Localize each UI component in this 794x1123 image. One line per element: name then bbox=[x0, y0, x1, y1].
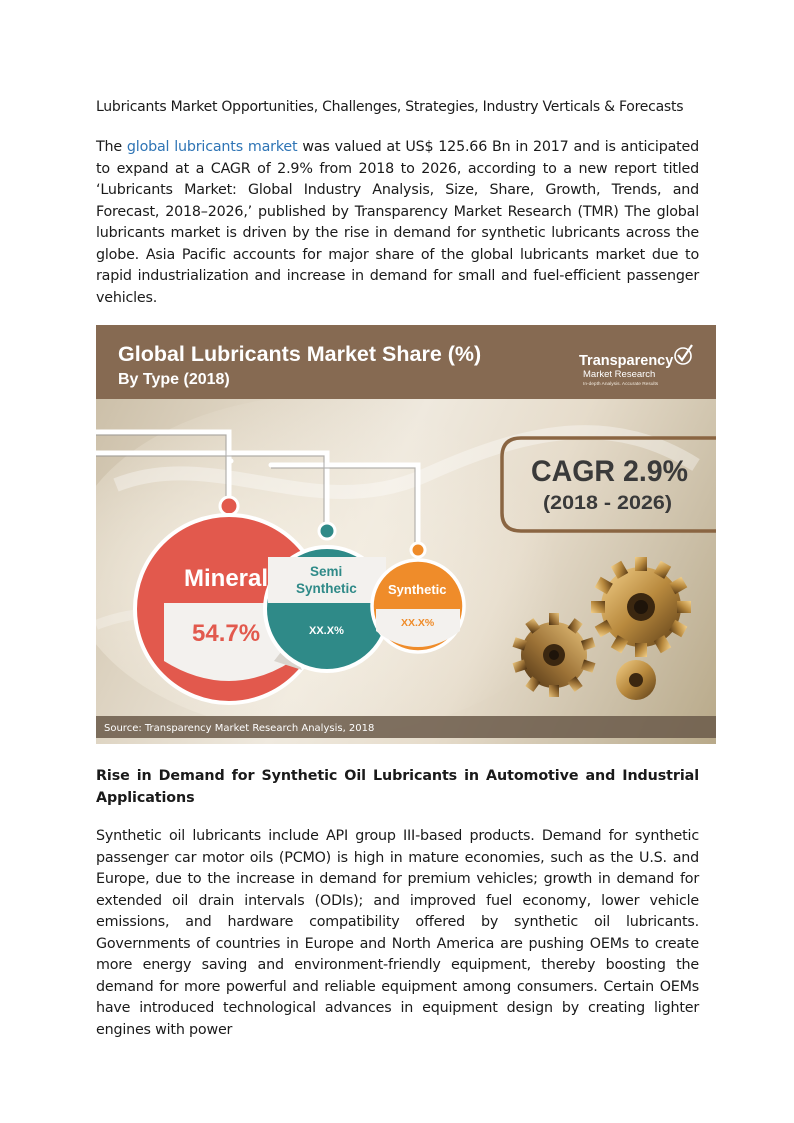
synthetic-connector-node bbox=[411, 543, 425, 557]
mineral-label: Mineral bbox=[184, 565, 269, 592]
semi-synthetic-label-line2: Synthetic bbox=[296, 581, 357, 596]
synthetic-value: XX.X% bbox=[401, 617, 435, 629]
document-title: Lubricants Market Opportunities, Challenges, Strategies, Industry Verticals & Forecasts bbox=[96, 99, 684, 115]
infographic-canvas bbox=[96, 325, 716, 744]
semi-synthetic-label-line1: Semi bbox=[310, 564, 343, 579]
semi-synthetic-connector-node bbox=[319, 523, 335, 539]
section-heading: Rise in Demand for Synthetic Oil Lubricants in Automotive and Industrial Applications bbox=[96, 768, 699, 806]
synthetic-label: Synthetic bbox=[388, 582, 447, 597]
intro-body: was valued at US$ 125.66 Bn in 2017 and is anticipated to expand at a CAGR of 2.9% from 2018 to 2026, according to a new report titled ‘Lubricants Market: Global Industry Analysis, Size, Share, Growth, Trends, and Forecast, 2018–2026,’ published by Transparency Market Research (TMR) The global lubricants market is driven by the rise in demand for synthetic lubricants across the globe. Asia Pacific accounts for major share of the global lubricants market due to rapid industrialization and increase in demand for small and fuel-efficient passenger vehicles. bbox=[96, 139, 700, 306]
cagr-label: CAGR 2.9% bbox=[531, 455, 688, 488]
infographic-subtitle: By Type (2018) bbox=[118, 371, 230, 388]
source-note: Source: Transparency Market Research Analysis, 2018 bbox=[104, 723, 375, 734]
section-paragraph: Synthetic oil lubricants include API group III-based products. Demand for synthetic passenger car motor oils (PCMO) is high in mature economies, such as the U.S. and Europe, due to the increase in demand for premium vehicles; growth in demand for extended oil drain intervals (ODIs); and improved fuel economy, lower vehicle emissions, and hardware compatibility offered by synthetic oil lubricants. Governments of countries in Europe and North America are pushing OEMs to create more energy saving and environment-friendly equipment, thereby boosting the demand for more powerful and reliable equipment among consumers. Certain OEMs have introduced technological advances in equipment design by creating lighter engines with power bbox=[96, 828, 699, 1038]
semi-synthetic-value: XX.X% bbox=[309, 625, 344, 637]
gear-large-icon bbox=[591, 557, 691, 657]
market-share-infographic bbox=[96, 325, 716, 744]
brand-name: Transparency bbox=[579, 353, 674, 369]
brand-subname: Market Research bbox=[583, 369, 656, 380]
cagr-period: (2018 - 2026) bbox=[543, 493, 672, 514]
intro-paragraph bbox=[96, 137, 699, 309]
brand-tagline: In-depth Analysis. Accurate Results bbox=[583, 382, 659, 387]
mineral-value: 54.7% bbox=[192, 620, 261, 647]
gear-tiny-icon bbox=[616, 660, 656, 700]
intro-prefix: The bbox=[96, 139, 127, 155]
mineral-connector-node bbox=[220, 497, 238, 515]
global-lubricants-market-link[interactable]: global lubricants market bbox=[126, 139, 298, 155]
infographic-title: Global Lubricants Market Share (%) bbox=[118, 342, 482, 366]
